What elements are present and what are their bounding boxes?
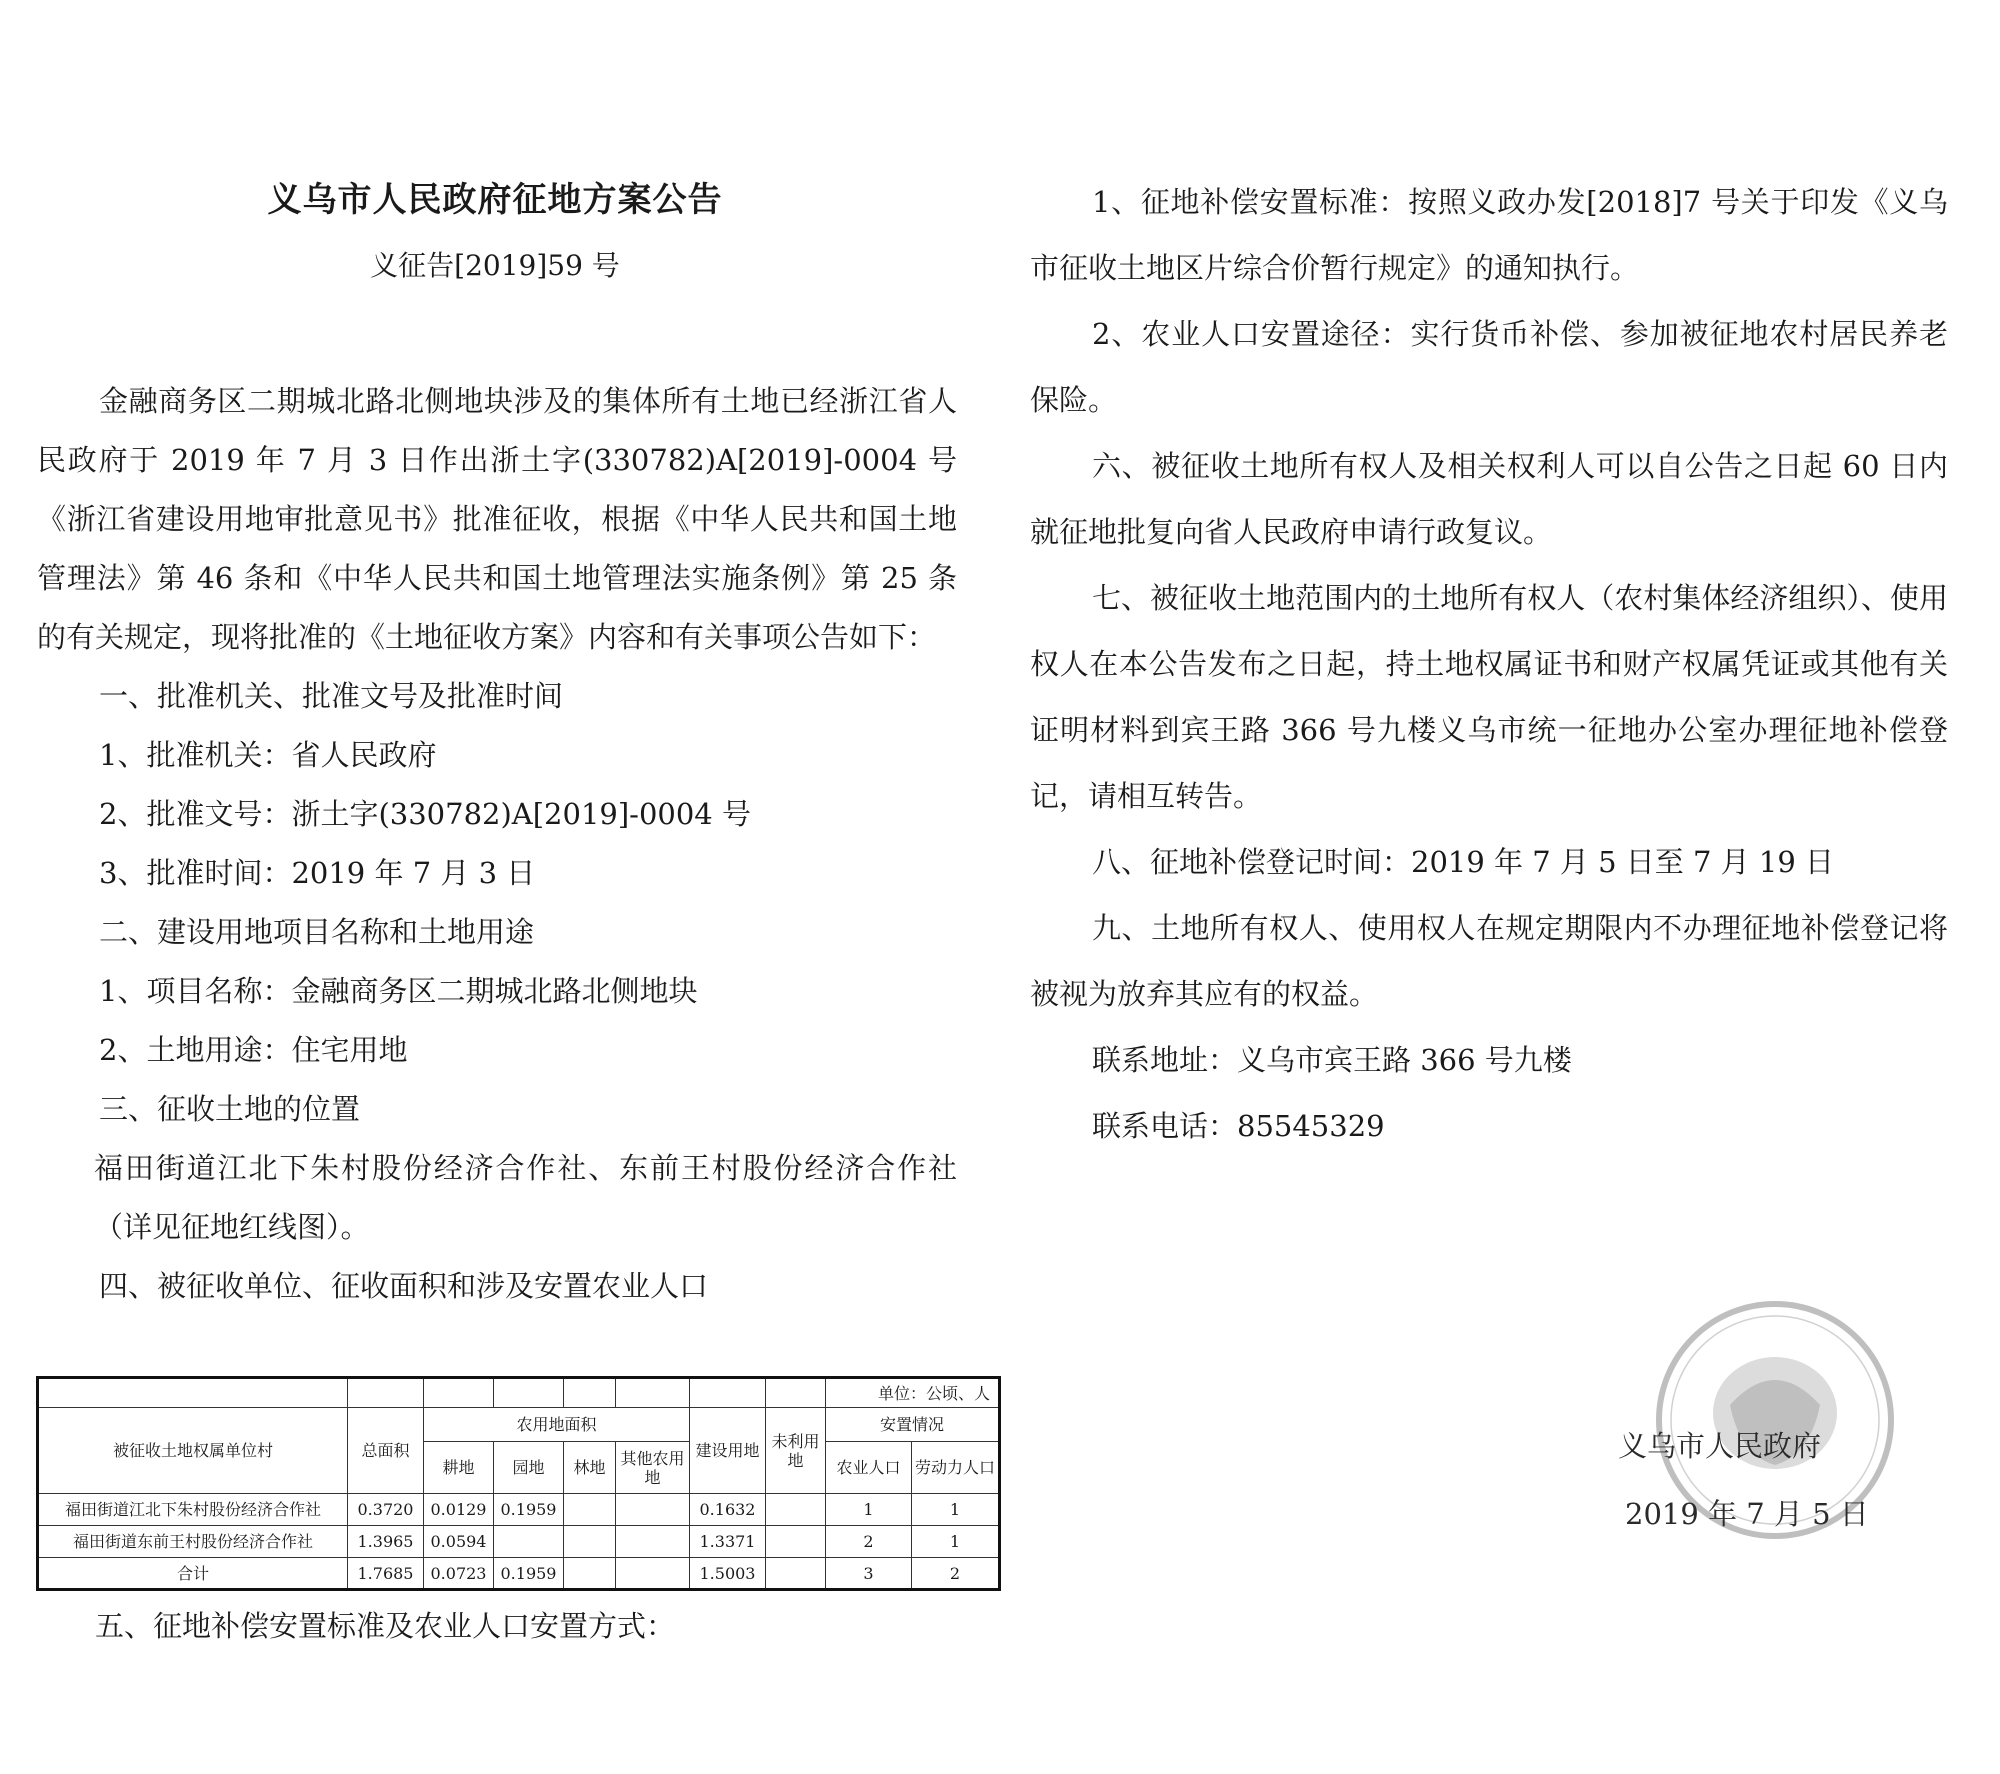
table-row xyxy=(38,1494,1000,1526)
header-agri-pop: 农业人口 xyxy=(826,1442,912,1494)
section-5-item-2: 2、农业人口安置途径：实行货币补偿、参加被征地农村居民养老保险。 xyxy=(1030,317,1948,417)
row-construction: 0.1632 xyxy=(690,1494,766,1526)
section-1-item-1: 1、批准机关：省人民政府 xyxy=(99,738,437,772)
contact-phone: 联系电话：85545329 xyxy=(1092,1109,1385,1143)
row-agri: 3 xyxy=(826,1558,912,1590)
issue-date: 2019 年 7 月 5 日 xyxy=(1625,1497,1869,1531)
contact-address: 联系地址：义乌市宾王路 366 号九楼 xyxy=(1092,1043,1572,1077)
document-number: 义征告[2019]59 号 xyxy=(370,249,620,282)
row-agri: 2 xyxy=(826,1526,912,1558)
header-farm-group: 农用地面积 xyxy=(424,1408,690,1442)
header-other-farm: 其他农用地 xyxy=(616,1442,690,1494)
row-other xyxy=(616,1494,690,1526)
row-total: 0.3720 xyxy=(348,1494,424,1526)
row-labor: 1 xyxy=(912,1526,1000,1558)
header-unused: 未利用地 xyxy=(766,1408,826,1494)
row-owner: 合计 xyxy=(38,1558,348,1590)
row-garden: 0.1959 xyxy=(494,1558,564,1590)
section-2-heading: 二、建设用地项目名称和土地用途 xyxy=(99,915,535,949)
land-acquisition-table xyxy=(36,1376,1001,1591)
table-total-row xyxy=(38,1558,1000,1590)
section-4-heading: 四、被征收单位、征收面积和涉及安置农业人口 xyxy=(99,1269,709,1303)
table-row xyxy=(38,1526,1000,1558)
row-labor: 2 xyxy=(912,1558,1000,1590)
row-agri: 1 xyxy=(826,1494,912,1526)
row-plow: 0.0594 xyxy=(424,1526,494,1558)
header-resettle-group: 安置情况 xyxy=(826,1408,1000,1442)
row-forest xyxy=(564,1526,616,1558)
header-garden: 园地 xyxy=(494,1442,564,1494)
section-9: 九、土地所有权人、使用权人在规定期限内不办理征地补偿登记将被视为放弃其应有的权益。 xyxy=(1030,911,1948,1011)
row-forest xyxy=(564,1494,616,1526)
right-column xyxy=(1030,169,1948,1159)
section-3-heading: 三、征收土地的位置 xyxy=(99,1092,361,1126)
header-construction: 建设用地 xyxy=(690,1408,766,1494)
header-owner: 被征收土地权属单位村 xyxy=(38,1408,348,1494)
row-construction: 1.5003 xyxy=(690,1558,766,1590)
section-2-item-2: 2、土地用途：住宅用地 xyxy=(99,1033,408,1067)
section-1-item-2: 2、批准文号：浙土字(330782)A[2019]-0004 号 xyxy=(99,797,751,831)
section-7: 七、被征收土地范围内的土地所有权人（农村集体经济组织）、使用权人在本公告发布之日起，持土地权属证书和财产权属凭证或其他有关证明材料到宾王路 366 号九楼义乌市统一征地办公室办理征地补偿登记，请相互转告。 xyxy=(1030,581,1948,813)
section-6: 六、被征收土地所有权人及相关权利人可以自公告之日起 60 日内就征地批复向省人民政府申请行政复议。 xyxy=(1030,449,1948,549)
section-3-text: 福田街道江北下朱村股份经济合作社、东前王村股份经济合作社（详见征地红线图）。 xyxy=(94,1151,957,1244)
row-unused xyxy=(766,1558,826,1590)
section-5-item-1: 1、征地补偿安置标准：按照义政办发[2018]7 号关于印发《义乌市征收土地区片综合价暂行规定》的通知执行。 xyxy=(1030,185,1948,285)
row-other xyxy=(616,1526,690,1558)
row-total: 1.7685 xyxy=(348,1558,424,1590)
row-garden: 0.1959 xyxy=(494,1494,564,1526)
header-labor-pop: 劳动力人口 xyxy=(912,1442,1000,1494)
row-construction: 1.3371 xyxy=(690,1526,766,1558)
row-plow: 0.0723 xyxy=(424,1558,494,1590)
row-owner: 福田街道江北下朱村股份经济合作社 xyxy=(38,1494,348,1526)
section-5-heading: 五、征地补偿安置标准及农业人口安置方式： xyxy=(95,1609,676,1643)
issuer-name: 义乌市人民政府 xyxy=(1618,1429,1822,1463)
row-total: 1.3965 xyxy=(348,1526,424,1558)
row-garden xyxy=(494,1526,564,1558)
header-forest: 林地 xyxy=(564,1442,616,1494)
intro-paragraph: 金融商务区二期城北路北侧地块涉及的集体所有土地已经浙江省人民政府于 2019 年 7 月 3 日作出浙土字(330782)A[2019]-0004 号《浙江省建设用地审批意见书》批准征收，根据《中华人民共和国土地管理法》第 46 条和《中华人民共和国土地管理法实施条例》第 25 条的有关规定，现将批准的《土地征收方案》内容和有关事项公告如下： xyxy=(37,384,957,654)
row-labor: 1 xyxy=(912,1494,1000,1526)
left-column xyxy=(37,372,957,1316)
section-1-item-3: 3、批准时间：2019 年 7 月 3 日 xyxy=(99,856,536,890)
table-unit: 单位：公顷、人 xyxy=(826,1378,1000,1408)
document-title: 义乌市人民政府征地方案公告 xyxy=(267,180,723,220)
row-forest xyxy=(564,1558,616,1590)
row-unused xyxy=(766,1494,826,1526)
header-plow: 耕地 xyxy=(424,1442,494,1494)
row-unused xyxy=(766,1526,826,1558)
section-2-item-1: 1、项目名称：金融商务区二期城北路北侧地块 xyxy=(99,974,698,1008)
header-total: 总面积 xyxy=(348,1408,424,1494)
section-8: 八、征地补偿登记时间：2019 年 7 月 5 日至 7 月 19 日 xyxy=(1092,845,1835,879)
land-table-container xyxy=(36,1376,998,1590)
section-1-heading: 一、批准机关、批准文号及批准时间 xyxy=(99,679,564,713)
row-other xyxy=(616,1558,690,1590)
row-owner: 福田街道东前王村股份经济合作社 xyxy=(38,1526,348,1558)
row-plow: 0.0129 xyxy=(424,1494,494,1526)
